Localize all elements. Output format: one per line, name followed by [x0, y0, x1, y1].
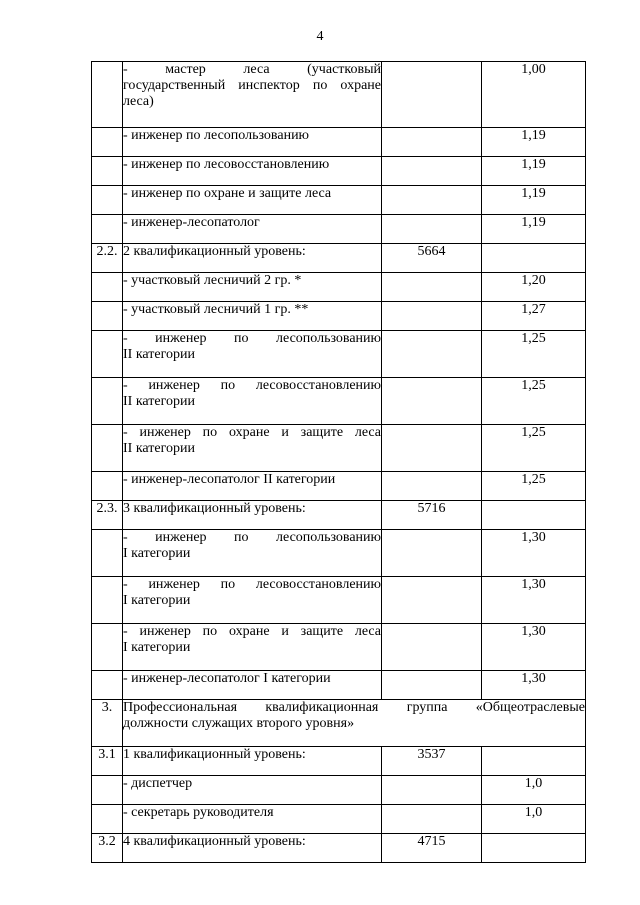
position-name-line: - инженер по лесовосстановлению: [123, 577, 381, 592]
position-name-cell: [123, 378, 382, 425]
qualification-table: [91, 61, 586, 863]
position-name-line: - инженер по охране и защите леса: [123, 425, 381, 440]
base-salary-cell: 5716: [382, 501, 482, 530]
position-name-cell: [123, 157, 382, 186]
table-row: [92, 501, 586, 530]
coefficient-cell: 1,25: [482, 425, 586, 472]
row-number-cell: 3.: [92, 700, 123, 747]
page-number: 4: [316, 29, 324, 44]
position-name-line: - мастер леса (участковый: [123, 62, 381, 77]
row-number-cell: [92, 530, 123, 577]
position-name-cell: [123, 501, 382, 530]
position-name-line: - инженер по охране и защите леса: [123, 186, 332, 201]
coefficient-cell: 1,25: [482, 378, 586, 425]
base-salary-cell: [382, 425, 482, 472]
row-number-cell: [92, 62, 123, 128]
position-name-cell: [123, 776, 382, 805]
position-name-cell: [123, 128, 382, 157]
position-name-line: - инженер-лесопатолог II категории: [123, 472, 336, 487]
base-salary-cell: [382, 273, 482, 302]
coefficient-cell: 1,30: [482, 624, 586, 671]
position-name-line: - инженер по лесовосстановлению: [123, 157, 330, 172]
coefficient-cell: 1,0: [482, 805, 586, 834]
table-row: [92, 530, 586, 577]
base-salary-cell: [382, 624, 482, 671]
table-row: [92, 128, 586, 157]
row-number-cell: [92, 186, 123, 215]
coefficient-cell: 1,19: [482, 186, 586, 215]
position-name-line: - инженер по охране и защите леса: [123, 624, 381, 639]
table-row: [92, 577, 586, 624]
position-name-line: - инженер-лесопатолог I категории: [123, 671, 331, 686]
position-name-line: - секретарь руководителя: [123, 805, 274, 820]
position-name-line: леса): [123, 94, 154, 109]
table-row: [92, 776, 586, 805]
position-name-line: - участковый лесничий 1 гр. **: [123, 302, 309, 317]
base-salary-cell: [382, 671, 482, 700]
position-name-line: 4 квалификационный уровень:: [123, 834, 306, 849]
table-row: [92, 186, 586, 215]
base-salary-cell: [382, 215, 482, 244]
table-row: [92, 378, 586, 425]
table-row: [92, 834, 586, 863]
table-row: [92, 747, 586, 776]
position-name-line: 1 квалификационный уровень:: [123, 747, 306, 762]
table-row: [92, 805, 586, 834]
table-row: [92, 671, 586, 700]
row-number-cell: [92, 472, 123, 501]
base-salary-cell: 5664: [382, 244, 482, 273]
position-name-cell: [123, 62, 382, 128]
position-name-cell: [123, 472, 382, 501]
position-name-cell: [123, 577, 382, 624]
base-salary-cell: [382, 302, 482, 331]
coefficient-cell: 1,00: [482, 62, 586, 128]
coefficient-cell: 1,19: [482, 128, 586, 157]
position-name-line: 2 квалификационный уровень:: [123, 244, 306, 259]
position-name-cell: [123, 624, 382, 671]
coefficient-cell: [482, 244, 586, 273]
position-name-cell: [123, 302, 382, 331]
position-name-cell: [123, 331, 382, 378]
row-number-cell: 3.2: [92, 834, 123, 863]
coefficient-cell: [482, 747, 586, 776]
row-number-cell: [92, 671, 123, 700]
row-number-cell: [92, 273, 123, 302]
coefficient-cell: 1,30: [482, 530, 586, 577]
row-number-cell: 2.2.: [92, 244, 123, 273]
position-name-line: I категории: [123, 640, 191, 655]
coefficient-cell: 1,30: [482, 671, 586, 700]
coefficient-cell: 1,25: [482, 472, 586, 501]
group-title-line: Профессиональная квалификационная группа «Общеотраслевые: [123, 700, 585, 715]
base-salary-cell: [382, 805, 482, 834]
table-row: [92, 273, 586, 302]
row-number-cell: [92, 805, 123, 834]
position-name-line: - инженер по лесовосстановлению: [123, 378, 381, 393]
position-name-line: II категории: [123, 441, 195, 456]
coefficient-cell: 1,0: [482, 776, 586, 805]
row-number-cell: [92, 331, 123, 378]
position-name-line: - инженер-лесопатолог: [123, 215, 260, 230]
table-row: [92, 331, 586, 378]
row-number-cell: [92, 302, 123, 331]
base-salary-cell: [382, 157, 482, 186]
base-salary-cell: [382, 331, 482, 378]
row-number-cell: [92, 425, 123, 472]
table-row: [92, 244, 586, 273]
coefficient-cell: [482, 501, 586, 530]
table-row: [92, 624, 586, 671]
base-salary-cell: [382, 776, 482, 805]
position-name-cell: [123, 747, 382, 776]
group-title-line: должности служащих второго уровня»: [123, 716, 355, 731]
position-name-cell: [123, 273, 382, 302]
coefficient-cell: 1,20: [482, 273, 586, 302]
position-name-line: - участковый лесничий 2 гр. *: [123, 273, 302, 288]
position-name-cell: [123, 186, 382, 215]
position-name-line: - инженер по лесопользованию: [123, 128, 310, 143]
position-name-line: II категории: [123, 394, 195, 409]
base-salary-cell: [382, 577, 482, 624]
position-name-cell: [123, 425, 382, 472]
position-name-line: - инженер по лесопользованию: [123, 331, 381, 346]
position-name-line: - диспетчер: [123, 776, 193, 791]
row-number-cell: [92, 624, 123, 671]
row-number-cell: [92, 577, 123, 624]
coefficient-cell: 1,30: [482, 577, 586, 624]
row-number-cell: [92, 128, 123, 157]
base-salary-cell: [382, 62, 482, 128]
row-number-cell: [92, 378, 123, 425]
base-salary-cell: 3537: [382, 747, 482, 776]
table-row: [92, 215, 586, 244]
group-title-cell: [123, 700, 586, 747]
row-number-cell: 2.3.: [92, 501, 123, 530]
base-salary-cell: [382, 378, 482, 425]
table-row: [92, 157, 586, 186]
table-row: [92, 700, 586, 747]
base-salary-cell: [382, 186, 482, 215]
coefficient-cell: 1,19: [482, 215, 586, 244]
table-row: [92, 425, 586, 472]
coefficient-cell: 1,27: [482, 302, 586, 331]
position-name-cell: [123, 244, 382, 273]
position-name-line: государственный инспектор по охране: [123, 78, 381, 93]
base-salary-cell: [382, 530, 482, 577]
position-name-line: - инженер по лесопользованию: [123, 530, 381, 545]
position-name-cell: [123, 215, 382, 244]
table-row: [92, 472, 586, 501]
coefficient-cell: 1,25: [482, 331, 586, 378]
row-number-cell: [92, 776, 123, 805]
position-name-cell: [123, 805, 382, 834]
position-name-cell: [123, 530, 382, 577]
coefficient-cell: 1,19: [482, 157, 586, 186]
base-salary-cell: 4715: [382, 834, 482, 863]
position-name-line: 3 квалификационный уровень:: [123, 501, 306, 516]
position-name-line: I категории: [123, 593, 191, 608]
row-number-cell: [92, 215, 123, 244]
position-name-line: I категории: [123, 546, 191, 561]
coefficient-cell: [482, 834, 586, 863]
table-row: [92, 302, 586, 331]
row-number-cell: [92, 157, 123, 186]
position-name-cell: [123, 671, 382, 700]
position-name-line: II категории: [123, 347, 195, 362]
base-salary-cell: [382, 128, 482, 157]
table-row: [92, 62, 586, 128]
base-salary-cell: [382, 472, 482, 501]
position-name-cell: [123, 834, 382, 863]
table-body: [92, 62, 586, 863]
row-number-cell: 3.1: [92, 747, 123, 776]
